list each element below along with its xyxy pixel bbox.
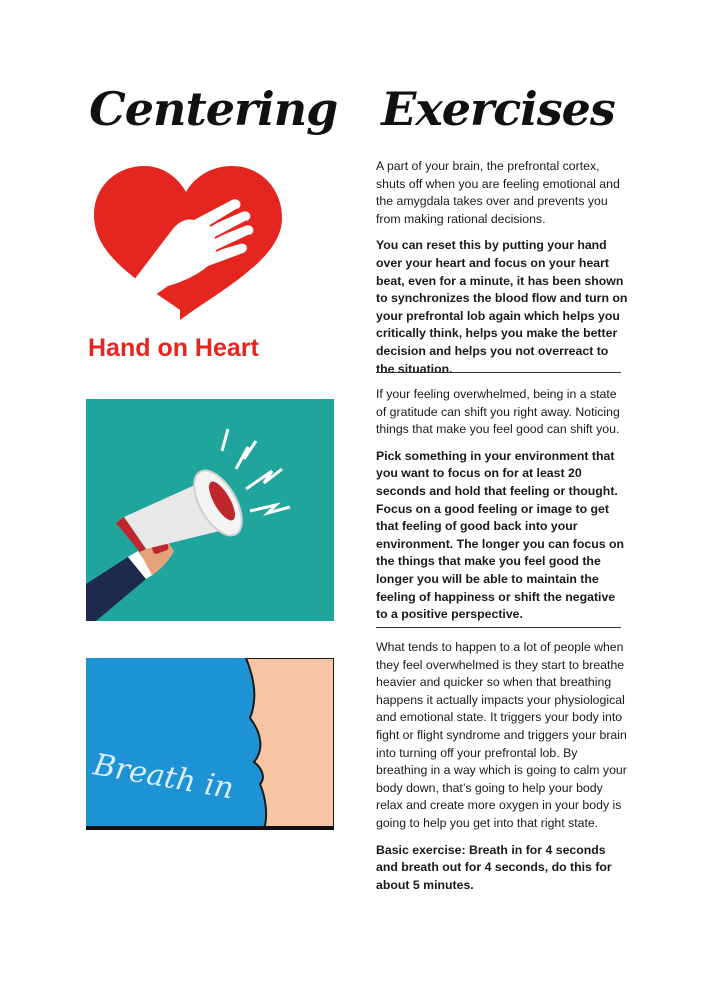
image-underline — [86, 826, 334, 830]
divider — [376, 627, 621, 628]
section-instruction: You can reset this by putting your hand over your heart and focus on your heart beat, even for a minute, it has been shown to synchronizes the blood flow and turn on your prefrontal lob again which helps you critically think, helps you make the better decision and helps you not overreact to the situation. — [376, 238, 628, 376]
section-instruction: Basic exercise: Breath in for 4 seconds and breath out for 4 seconds, do this for about 5 minutes. — [376, 842, 612, 892]
section-intro: If your feeling overwhelmed, being in a state of gratitude can shift you right away. Noticing things that make you feel good can shift you. — [376, 387, 620, 437]
divider — [376, 372, 621, 373]
section-intro: A part of your brain, the prefrontal cortex, shuts off when you are feeling emotional and the amygdala takes over and prevents you from making rational decisions. — [376, 159, 620, 226]
title-word-centering: Centering — [89, 82, 338, 136]
section-instruction: Pick something in your environment that you want to focus on for at least 20 seconds and hold that feeling or thought. Focus on a good feeling or image to get that feeling of good back into your environment. The longer you can focus on the things that make you feel good the longer you will be able to maintain the feeling of happiness or shift the negative to a positive perspective. — [376, 448, 625, 622]
title-word-exercises: Exercises — [381, 82, 615, 136]
breath-in-image — [86, 658, 334, 830]
heart-hand-icon — [82, 160, 302, 370]
megaphone-icon — [86, 399, 334, 621]
section-gratitude — [376, 386, 628, 633]
section-hand-on-heart — [376, 158, 628, 387]
section-breathing — [376, 639, 628, 903]
section-intro: What tends to happen to a lot of people when they feel overwhelmed is they start to breathe heavier and quicker so when that breathing happens it actually impacts your physiological and emotional state. It triggers your body into fight or flight syndrome and triggers your brain into turning off your prefrontal lob. By breathing in a way which is going to calm your body down, that’s going to help your body relax and create more oxygen in your body is going to help you get into that right state. — [376, 640, 627, 830]
nose-icon — [86, 658, 334, 830]
page-title — [0, 82, 704, 136]
heart-caption: Hand on Heart — [88, 334, 259, 362]
megaphone-image — [86, 399, 334, 621]
breath-in-text: Breath in — [90, 747, 237, 807]
hand-on-heart-image — [82, 160, 302, 370]
